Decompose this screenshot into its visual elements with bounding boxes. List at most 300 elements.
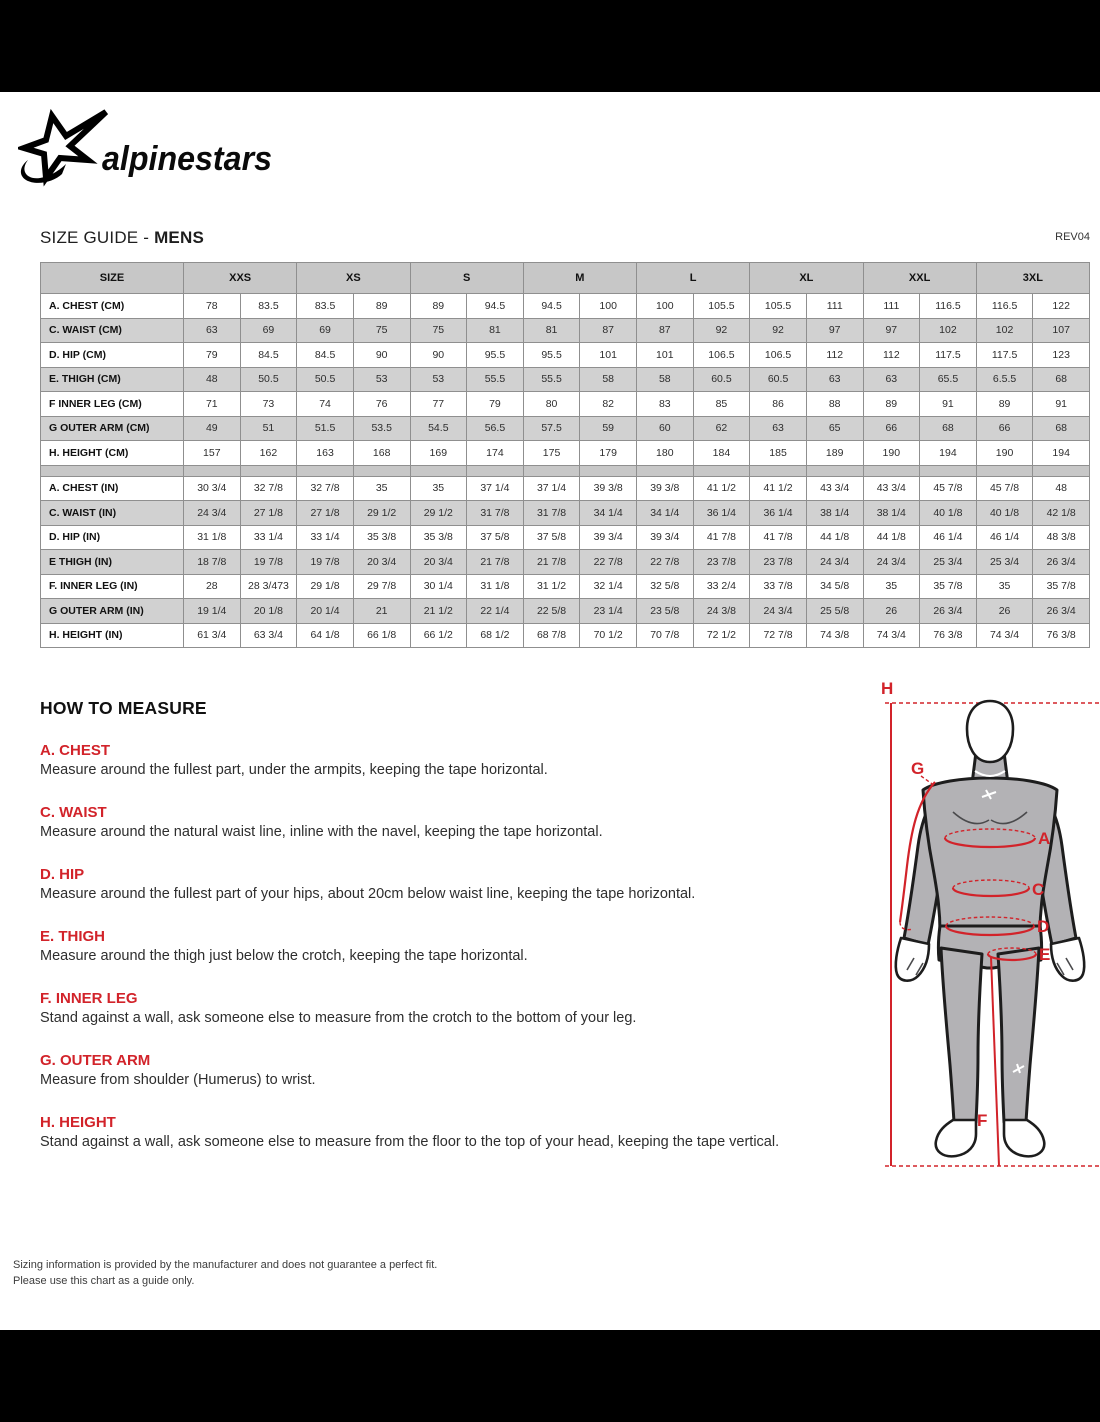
size-value-cell: 34 5/8 (806, 574, 863, 599)
footnote-line-1: Sizing information is provided by the manufacturer and does not guarantee a perfect fit. (13, 1259, 438, 1271)
size-value-cell: 180 (637, 441, 694, 466)
size-value-cell: 18 7/8 (184, 550, 241, 575)
measure-heading: A. CHEST (40, 742, 111, 759)
figure-right-foot (1004, 1120, 1044, 1156)
size-value-cell: 163 (297, 441, 354, 466)
size-value-cell: 29 1/2 (410, 501, 467, 526)
size-value-cell: 39 3/4 (637, 525, 694, 550)
size-value-cell: 43 3/4 (863, 476, 920, 501)
size-value-cell: 21 1/2 (410, 599, 467, 624)
row-label: H. HEIGHT (CM) (41, 441, 184, 466)
size-value-cell: 190 (863, 441, 920, 466)
measure-heading: G. OUTER ARM (40, 1052, 151, 1069)
size-value-cell: 88 (806, 392, 863, 417)
size-value-cell: 24 3/4 (184, 501, 241, 526)
size-value-cell: 63 (750, 416, 807, 441)
size-value-cell: 41 1/2 (693, 476, 750, 501)
size-value-cell: 28 (184, 574, 241, 599)
measure-heading: D. HIP (40, 866, 85, 883)
column-header-xs: XS (297, 263, 410, 294)
size-value-cell: 23 1/4 (580, 599, 637, 624)
column-header-m: M (523, 263, 636, 294)
size-value-cell: 75 (353, 318, 410, 343)
size-value-cell: 35 (410, 476, 467, 501)
size-value-cell: 55.5 (467, 367, 524, 392)
size-value-cell: 24 3/4 (806, 550, 863, 575)
size-value-cell: 32 7/8 (240, 476, 297, 501)
size-value-cell: 39 3/4 (580, 525, 637, 550)
size-value-cell: 26 (976, 599, 1033, 624)
size-value-cell: 90 (353, 343, 410, 368)
size-table-wrap (40, 262, 1090, 648)
measure-heading: E. THIGH (40, 928, 106, 945)
size-value-cell: 20 3/4 (353, 550, 410, 575)
separator-cell (693, 465, 750, 476)
size-value-cell: 33 1/4 (297, 525, 354, 550)
row-label: D. HIP (IN) (41, 525, 184, 550)
size-value-cell: 36 1/4 (693, 501, 750, 526)
size-value-cell: 37 1/4 (467, 476, 524, 501)
size-value-cell: 80 (523, 392, 580, 417)
page-title (40, 228, 204, 247)
size-value-cell: 61 3/4 (184, 623, 241, 648)
size-value-cell: 29 7/8 (353, 574, 410, 599)
size-value-cell: 72 1/2 (693, 623, 750, 648)
size-value-cell: 112 (863, 343, 920, 368)
table-row (41, 501, 1090, 526)
hip-label: D (1037, 917, 1050, 936)
row-label: C. WAIST (IN) (41, 501, 184, 526)
size-value-cell: 32 7/8 (297, 476, 354, 501)
separator-cell (920, 465, 977, 476)
row-label: G OUTER ARM (IN) (41, 599, 184, 624)
size-value-cell: 33 1/4 (240, 525, 297, 550)
size-value-cell: 23 7/8 (693, 550, 750, 575)
size-value-cell: 34 1/4 (637, 501, 694, 526)
table-row (41, 599, 1090, 624)
size-value-cell: 35 3/8 (353, 525, 410, 550)
column-header-xxs: XXS (184, 263, 297, 294)
measure-item-inner-leg (40, 989, 840, 1028)
size-value-cell: 101 (637, 343, 694, 368)
size-value-cell: 79 (184, 343, 241, 368)
separator-cell (806, 465, 863, 476)
height-label: H (881, 679, 894, 698)
size-value-cell: 74 (297, 392, 354, 417)
row-label: C. WAIST (CM) (41, 318, 184, 343)
size-value-cell: 111 (863, 294, 920, 319)
separator-cell (353, 465, 410, 476)
size-value-cell: 54.5 (410, 416, 467, 441)
measure-item-height (40, 1113, 840, 1152)
separator-cell (523, 465, 580, 476)
size-value-cell: 73 (240, 392, 297, 417)
size-value-cell: 81 (523, 318, 580, 343)
row-label: E THIGH (IN) (41, 550, 184, 575)
size-value-cell: 95.5 (523, 343, 580, 368)
size-value-cell: 66 1/8 (353, 623, 410, 648)
table-row (41, 574, 1090, 599)
measure-heading: H. HEIGHT (40, 1114, 116, 1131)
size-value-cell: 20 1/8 (240, 599, 297, 624)
size-value-cell: 106.5 (750, 343, 807, 368)
table-row (41, 441, 1090, 466)
size-value-cell: 44 1/8 (806, 525, 863, 550)
table-header-row (41, 263, 1090, 294)
size-value-cell: 179 (580, 441, 637, 466)
size-value-cell: 25 5/8 (806, 599, 863, 624)
measure-description: Measure around the fullest part, under the armpits, keeping the tape horizontal. (40, 762, 548, 778)
row-label: D. HIP (CM) (41, 343, 184, 368)
chest-label: A (1038, 829, 1051, 848)
size-value-cell: 35 (976, 574, 1033, 599)
size-value-cell: 58 (637, 367, 694, 392)
measure-description: Measure from shoulder (Humerus) to wrist. (40, 1072, 316, 1088)
footnote-line-2: Please use this chart as a guide only. (13, 1275, 195, 1287)
size-value-cell: 69 (297, 318, 354, 343)
size-value-cell: 43 3/4 (806, 476, 863, 501)
size-value-cell: 51 (240, 416, 297, 441)
size-value-cell: 111 (806, 294, 863, 319)
column-header-3xl: 3XL (976, 263, 1089, 294)
size-value-cell: 20 1/4 (297, 599, 354, 624)
separator-cell (410, 465, 467, 476)
separator-cell (184, 465, 241, 476)
table-row (41, 623, 1090, 648)
size-value-cell: 46 1/4 (976, 525, 1033, 550)
size-value-cell: 117.5 (976, 343, 1033, 368)
size-value-cell: 89 (976, 392, 1033, 417)
measure-description: Stand against a wall, ask someone else to measure from the crotch to the bottom of your leg. (40, 1010, 637, 1026)
size-value-cell: 87 (637, 318, 694, 343)
size-value-cell: 112 (806, 343, 863, 368)
size-value-cell: 41 7/8 (693, 525, 750, 550)
size-value-cell: 70 1/2 (580, 623, 637, 648)
size-value-cell: 76 3/8 (920, 623, 977, 648)
size-value-cell: 23 5/8 (637, 599, 694, 624)
measure-item-thigh (40, 927, 840, 966)
size-value-cell: 68 1/2 (467, 623, 524, 648)
size-value-cell: 68 (1033, 367, 1090, 392)
size-value-cell: 91 (920, 392, 977, 417)
alpinestars-star-icon (21, 112, 106, 183)
size-value-cell: 22 7/8 (580, 550, 637, 575)
size-value-cell: 89 (353, 294, 410, 319)
size-value-cell: 194 (920, 441, 977, 466)
size-value-cell: 40 1/8 (976, 501, 1033, 526)
size-value-cell: 39 3/8 (637, 476, 694, 501)
separator-cell (580, 465, 637, 476)
size-value-cell: 49 (184, 416, 241, 441)
size-value-cell: 22 5/8 (523, 599, 580, 624)
measure-title: HOW TO MEASURE (40, 698, 207, 718)
page-title-bold: MENS (154, 228, 204, 247)
size-value-cell: 50.5 (240, 367, 297, 392)
size-value-cell: 19 7/8 (240, 550, 297, 575)
size-value-cell: 21 (353, 599, 410, 624)
body-measurement-diagram (855, 670, 1100, 1180)
size-value-cell: 65 (806, 416, 863, 441)
size-value-cell: 22 7/8 (637, 550, 694, 575)
size-value-cell: 189 (806, 441, 863, 466)
measure-item-chest (40, 741, 840, 780)
size-value-cell: 157 (184, 441, 241, 466)
size-value-cell: 122 (1033, 294, 1090, 319)
size-value-cell: 102 (920, 318, 977, 343)
separator-cell (1033, 465, 1090, 476)
row-label: G OUTER ARM (CM) (41, 416, 184, 441)
size-value-cell: 175 (523, 441, 580, 466)
size-value-cell: 100 (637, 294, 694, 319)
size-value-cell: 86 (750, 392, 807, 417)
size-value-cell: 31 1/8 (467, 574, 524, 599)
size-value-cell: 105.5 (693, 294, 750, 319)
section-separator-row (41, 465, 1090, 476)
size-value-cell: 19 7/8 (297, 550, 354, 575)
measure-item-waist (40, 803, 840, 842)
size-value-cell: 29 1/8 (297, 574, 354, 599)
size-value-cell: 24 3/8 (693, 599, 750, 624)
size-value-cell: 21 7/8 (467, 550, 524, 575)
size-value-cell: 62 (693, 416, 750, 441)
separator-cell (297, 465, 354, 476)
size-value-cell: 101 (580, 343, 637, 368)
size-value-cell: 48 (184, 367, 241, 392)
size-value-cell: 31 7/8 (467, 501, 524, 526)
size-value-cell: 33 2/4 (693, 574, 750, 599)
size-value-cell: 185 (750, 441, 807, 466)
column-header-xxl: XXL (863, 263, 976, 294)
row-label: F. INNER LEG (IN) (41, 574, 184, 599)
size-value-cell: 117.5 (920, 343, 977, 368)
size-value-cell: 24 3/4 (863, 550, 920, 575)
size-value-cell: 56.5 (467, 416, 524, 441)
table-row (41, 525, 1090, 550)
size-value-cell: 82 (580, 392, 637, 417)
size-value-cell: 184 (693, 441, 750, 466)
size-value-cell: 66 1/2 (410, 623, 467, 648)
figure-head (967, 701, 1013, 762)
size-value-cell: 28 3/473 (240, 574, 297, 599)
size-value-cell: 34 1/4 (580, 501, 637, 526)
revision-label: REV04 (1055, 231, 1090, 243)
figure-left-foot (936, 1120, 976, 1156)
size-value-cell: 58 (580, 367, 637, 392)
size-value-cell: 19 1/4 (184, 599, 241, 624)
size-value-cell: 68 (1033, 416, 1090, 441)
size-value-cell: 84.5 (240, 343, 297, 368)
size-value-cell: 31 1/2 (523, 574, 580, 599)
size-value-cell: 26 3/4 (920, 599, 977, 624)
size-value-cell: 116.5 (920, 294, 977, 319)
size-table (40, 262, 1090, 648)
measure-item-outer-arm (40, 1051, 840, 1090)
size-value-cell: 91 (1033, 392, 1090, 417)
size-value-cell: 71 (184, 392, 241, 417)
size-value-cell: 59 (580, 416, 637, 441)
size-value-cell: 27 1/8 (297, 501, 354, 526)
size-value-cell: 57.5 (523, 416, 580, 441)
size-value-cell: 97 (806, 318, 863, 343)
separator-cell (240, 465, 297, 476)
size-value-cell: 76 3/8 (1033, 623, 1090, 648)
size-value-cell: 26 (863, 599, 920, 624)
separator-cell (863, 465, 920, 476)
table-row (41, 318, 1090, 343)
size-value-cell: 24 3/4 (750, 599, 807, 624)
column-header-l: L (637, 263, 750, 294)
thigh-label: E (1039, 945, 1051, 964)
size-value-cell: 27 1/8 (240, 501, 297, 526)
size-value-cell: 33 7/8 (750, 574, 807, 599)
size-value-cell: 74 3/4 (976, 623, 1033, 648)
row-label: H. HEIGHT (IN) (41, 623, 184, 648)
size-value-cell: 36 1/4 (750, 501, 807, 526)
size-value-cell: 35 7/8 (920, 574, 977, 599)
size-value-cell: 6.5.5 (976, 367, 1033, 392)
size-value-cell: 48 (1033, 476, 1090, 501)
size-value-cell: 32 1/4 (580, 574, 637, 599)
size-value-cell: 83 (637, 392, 694, 417)
size-value-cell: 63 (184, 318, 241, 343)
page-title-prefix: SIZE GUIDE - (40, 228, 155, 247)
row-label: E. THIGH (CM) (41, 367, 184, 392)
size-value-cell: 89 (863, 392, 920, 417)
size-value-cell: 63 (863, 367, 920, 392)
size-value-cell: 53.5 (353, 416, 410, 441)
size-value-cell: 60 (637, 416, 694, 441)
size-value-cell: 74 3/8 (806, 623, 863, 648)
measure-description: Measure around the natural waist line, inline with the navel, keeping the tape horizontal. (40, 824, 603, 840)
alpinestars-logo (18, 102, 283, 194)
inner-leg-measure-line (991, 957, 999, 1166)
figure-left-leg (941, 948, 982, 1122)
measure-section (40, 698, 840, 1175)
table-row (41, 294, 1090, 319)
separator-cell (976, 465, 1033, 476)
size-value-cell: 168 (353, 441, 410, 466)
size-value-cell: 97 (863, 318, 920, 343)
size-value-cell: 21 7/8 (523, 550, 580, 575)
size-value-cell: 65.5 (920, 367, 977, 392)
size-value-cell: 23 7/8 (750, 550, 807, 575)
table-row (41, 343, 1090, 368)
size-value-cell: 70 7/8 (637, 623, 694, 648)
size-value-cell: 48 3/8 (1033, 525, 1090, 550)
separator-cell (467, 465, 524, 476)
size-value-cell: 37 5/8 (467, 525, 524, 550)
separator-cell (41, 465, 184, 476)
size-value-cell: 35 3/8 (410, 525, 467, 550)
size-value-cell: 22 1/4 (467, 599, 524, 624)
size-value-cell: 66 (863, 416, 920, 441)
size-value-cell: 90 (410, 343, 467, 368)
size-value-cell: 26 3/4 (1033, 550, 1090, 575)
size-value-cell: 74 3/4 (863, 623, 920, 648)
size-value-cell: 94.5 (523, 294, 580, 319)
size-value-cell: 79 (467, 392, 524, 417)
size-value-cell: 41 7/8 (750, 525, 807, 550)
row-label: F INNER LEG (CM) (41, 392, 184, 417)
size-value-cell: 35 (863, 574, 920, 599)
size-value-cell: 40 1/8 (920, 501, 977, 526)
size-value-cell: 68 7/8 (523, 623, 580, 648)
table-row (41, 476, 1090, 501)
waist-label: C (1032, 880, 1045, 899)
size-value-cell: 169 (410, 441, 467, 466)
table-row (41, 550, 1090, 575)
size-value-cell: 25 3/4 (920, 550, 977, 575)
size-value-cell: 55.5 (523, 367, 580, 392)
size-value-cell: 94.5 (467, 294, 524, 319)
size-value-cell: 68 (920, 416, 977, 441)
column-header-size: SIZE (41, 263, 184, 294)
size-value-cell: 95.5 (467, 343, 524, 368)
size-value-cell: 50.5 (297, 367, 354, 392)
size-value-cell: 107 (1033, 318, 1090, 343)
size-value-cell: 105.5 (750, 294, 807, 319)
size-value-cell: 31 1/8 (184, 525, 241, 550)
size-value-cell: 84.5 (297, 343, 354, 368)
size-value-cell: 31 7/8 (523, 501, 580, 526)
measure-description: Stand against a wall, ask someone else to measure from the floor to the top of your head, keeping the tape vertical. (40, 1134, 780, 1150)
size-value-cell: 83.5 (240, 294, 297, 319)
size-value-cell: 25 3/4 (976, 550, 1033, 575)
size-value-cell: 38 1/4 (863, 501, 920, 526)
size-value-cell: 162 (240, 441, 297, 466)
size-value-cell: 106.5 (693, 343, 750, 368)
size-value-cell: 123 (1033, 343, 1090, 368)
figure-right-leg (998, 948, 1039, 1122)
size-value-cell: 92 (750, 318, 807, 343)
size-value-cell: 53 (410, 367, 467, 392)
bottom-black-bar (0, 1330, 1100, 1422)
size-value-cell: 45 7/8 (920, 476, 977, 501)
size-value-cell: 87 (580, 318, 637, 343)
size-value-cell: 100 (580, 294, 637, 319)
size-value-cell: 66 (976, 416, 1033, 441)
measure-item-hip (40, 865, 840, 904)
size-value-cell: 53 (353, 367, 410, 392)
size-value-cell: 37 5/8 (523, 525, 580, 550)
separator-cell (750, 465, 807, 476)
size-value-cell: 63 (806, 367, 863, 392)
size-value-cell: 194 (1033, 441, 1090, 466)
row-label: A. CHEST (IN) (41, 476, 184, 501)
column-header-s: S (410, 263, 523, 294)
size-value-cell: 190 (976, 441, 1033, 466)
size-value-cell: 20 3/4 (410, 550, 467, 575)
size-value-cell: 60.5 (693, 367, 750, 392)
figure-torso (923, 778, 1057, 932)
top-black-bar (0, 0, 1100, 92)
size-value-cell: 77 (410, 392, 467, 417)
separator-cell (637, 465, 694, 476)
outer-arm-label: G (911, 759, 925, 778)
size-value-cell: 45 7/8 (976, 476, 1033, 501)
size-value-cell: 72 7/8 (750, 623, 807, 648)
measure-description: Measure around the thigh just below the crotch, keeping the tape horizontal. (40, 948, 528, 964)
measure-heading: C. WAIST (40, 804, 107, 821)
row-label: A. CHEST (CM) (41, 294, 184, 319)
size-value-cell: 38 1/4 (806, 501, 863, 526)
size-value-cell: 174 (467, 441, 524, 466)
size-value-cell: 116.5 (976, 294, 1033, 319)
size-value-cell: 69 (240, 318, 297, 343)
size-value-cell: 39 3/8 (580, 476, 637, 501)
footnote (13, 1257, 437, 1289)
size-value-cell: 75 (410, 318, 467, 343)
